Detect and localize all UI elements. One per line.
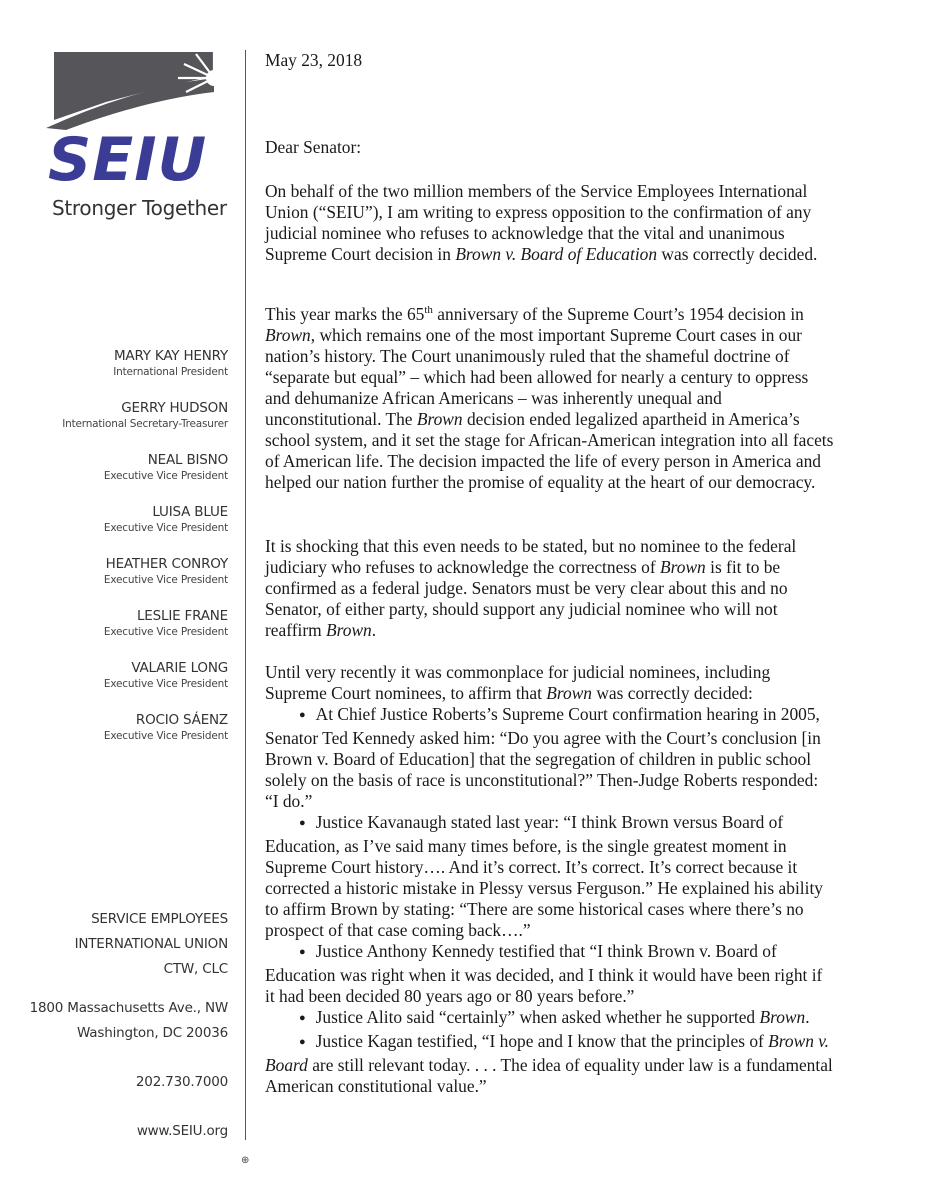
text-run: decision ended legalized apartheid in America’s school system, and it set the stage for African-American integration into all facets of American life. The decision impacted the life of every person in America and helped our nation further the promise of equality at the heart of our democracy. bbox=[265, 409, 834, 492]
officer-title: International President bbox=[113, 366, 228, 378]
bullet-item bbox=[265, 1031, 835, 1097]
bullet-icon: ● bbox=[299, 1036, 306, 1048]
officer-name: NEAL BISNO bbox=[147, 452, 228, 468]
org-name-line-1: SERVICE EMPLOYEES bbox=[91, 911, 228, 927]
bullet-item bbox=[265, 941, 835, 1007]
text-run: . bbox=[805, 1007, 810, 1027]
text-run: are still relevant today. . . . The idea of equality under law is a fundamental American constitutional value.” bbox=[265, 1055, 833, 1096]
bullet-text: Justice Alito said “certainly” when asked whether he supported bbox=[315, 1007, 760, 1027]
org-name-line-2: INTERNATIONAL UNION bbox=[74, 936, 228, 952]
officer-entry bbox=[8, 451, 228, 503]
officer-name: ROCIO SÁENZ bbox=[135, 712, 228, 728]
paragraph-3 bbox=[265, 536, 835, 641]
text-run: , which remains one of the most important Supreme Court cases in our nation’s history. The Court unanimously ruled that the shameful doctrine of “separate but equal” – which had been allowed for nearly a century to oppress and dehumanize African Americans – was inherently unequal and unconstitutional. The bbox=[265, 325, 809, 429]
text-run: was correctly decided: bbox=[592, 683, 753, 703]
bullet-text: Justice Kavanaugh stated last year: “I think Brown versus Board of Education, as I’ve said many times before, is the single greatest moment in Supreme Court history…. And it’s correct. It’s correct. It’s correct because it corrected a historic mistake in Plessy versus Ferguson.” He explained his ability to affirm Brown by stating: “There are some historical cases where there’s no prospect of that case coming back….” bbox=[265, 812, 823, 940]
union-label-icon: ⊕ bbox=[241, 1155, 250, 1166]
text-run: It is shocking that this even needs to be stated, but no nominee to the federal judiciary who refuses to acknowledge the correctness of bbox=[265, 536, 797, 577]
bullet-icon: ● bbox=[299, 1012, 306, 1024]
officer-entry bbox=[8, 503, 228, 555]
text-run: anniversary of the Supreme Court’s 1954 decision in bbox=[432, 304, 804, 324]
officer-name: LESLIE FRANE bbox=[136, 608, 228, 624]
text-run: On behalf of the two million members of the Service Employees International Union (“SEIU”), I am writing to express opposition to the confirmation of any judicial nominee who refuses to acknowledge that the vital and unanimous Supreme Court decision in bbox=[265, 181, 812, 264]
officer-list bbox=[8, 347, 228, 763]
case-citation: Brown v. Board of Education bbox=[455, 244, 658, 264]
logo-wordmark: SEIU bbox=[48, 125, 208, 195]
officer-entry bbox=[8, 659, 228, 711]
bullet-item bbox=[265, 812, 835, 941]
officer-title: International Secretary-Treasurer bbox=[62, 418, 228, 430]
officer-title: Executive Vice President bbox=[103, 678, 228, 690]
street-address: 1800 Massachusetts Ave., NW bbox=[29, 1000, 228, 1016]
paragraph-2 bbox=[265, 304, 835, 493]
paragraph-4 bbox=[265, 662, 835, 1097]
officer-entry bbox=[8, 555, 228, 607]
paragraph-1 bbox=[265, 181, 835, 265]
bullet-icon: ● bbox=[299, 946, 306, 958]
phone-number: 202.730.7000 bbox=[135, 1074, 228, 1090]
salutation: Dear Senator: bbox=[265, 137, 362, 157]
seiu-logo bbox=[46, 46, 236, 221]
officer-name: MARY KAY HENRY bbox=[113, 348, 228, 364]
text-run: . bbox=[371, 620, 377, 640]
website-link: www.SEIU.org bbox=[136, 1123, 228, 1139]
bullet-text: At Chief Justice Roberts’s Supreme Court confirmation hearing in 2005, Senator Ted Kennedy asked him: “Do you agree with the Court’s conclusion [in Brown v. Board of Education] that the segregation of children in public school solely on the basis of race is unconstitutional?” Then-Judge Roberts responded: “I do.” bbox=[265, 704, 821, 811]
starburst-logo-graphic bbox=[46, 46, 236, 136]
bullet-item bbox=[265, 704, 835, 812]
text-run: Until very recently it was commonplace for judicial nominees, including Supreme Court nominees, to affirm that bbox=[265, 662, 771, 703]
case-citation: Brown bbox=[546, 683, 593, 703]
text-run: This year marks the 65 bbox=[265, 304, 425, 324]
case-citation: Brown v. Board bbox=[265, 1031, 830, 1075]
bullet-text: Justice Kagan testified, “I hope and I know that the principles of bbox=[315, 1031, 769, 1051]
text-run: is fit to be confirmed as a federal judge. Senators must be very clear about this and no Senator, of either party, should support any judicial nominee who will not reaffirm bbox=[265, 557, 788, 640]
ordinal-suffix: th bbox=[424, 304, 433, 317]
org-address bbox=[0, 907, 228, 1144]
case-citation: Brown bbox=[265, 325, 311, 345]
officer-entry bbox=[8, 347, 228, 399]
org-name-line-3: CTW, CLC bbox=[163, 961, 228, 977]
officer-entry bbox=[8, 711, 228, 763]
officer-title: Executive Vice President bbox=[103, 574, 228, 586]
case-citation: Brown bbox=[416, 409, 463, 429]
officer-title: Executive Vice President bbox=[103, 626, 228, 638]
case-citation: Brown bbox=[326, 620, 372, 640]
logo-tagline: Stronger Together bbox=[52, 196, 227, 220]
letterhead-sidebar bbox=[0, 0, 240, 1200]
bullet-icon: ● bbox=[299, 817, 306, 829]
officer-name: VALARIE LONG bbox=[131, 660, 228, 676]
officer-name: GERRY HUDSON bbox=[121, 400, 228, 416]
bullet-item bbox=[265, 1007, 835, 1031]
letter-date: May 23, 2018 bbox=[265, 50, 363, 70]
city-address: Washington, DC 20036 bbox=[77, 1025, 228, 1041]
paragraph-4-intro bbox=[265, 662, 835, 704]
officer-name: HEATHER CONROY bbox=[105, 556, 228, 572]
case-citation: Brown bbox=[759, 1007, 806, 1027]
bullet-text: Justice Anthony Kennedy testified that “I think Brown v. Board of Education was right when it was decided, and I think it would have been right if it had been decided 80 years ago or 80 years before.” bbox=[265, 941, 823, 1006]
officer-entry bbox=[8, 399, 228, 451]
officer-entry bbox=[8, 607, 228, 659]
bullet-icon: ● bbox=[299, 709, 306, 721]
officer-title: Executive Vice President bbox=[103, 522, 228, 534]
vertical-divider bbox=[245, 50, 246, 1140]
case-citation: Brown bbox=[660, 557, 706, 577]
text-run: was correctly decided. bbox=[657, 244, 818, 264]
officer-title: Executive Vice President bbox=[103, 470, 228, 482]
officer-name: LUISA BLUE bbox=[152, 504, 228, 520]
officer-title: Executive Vice President bbox=[103, 730, 228, 742]
